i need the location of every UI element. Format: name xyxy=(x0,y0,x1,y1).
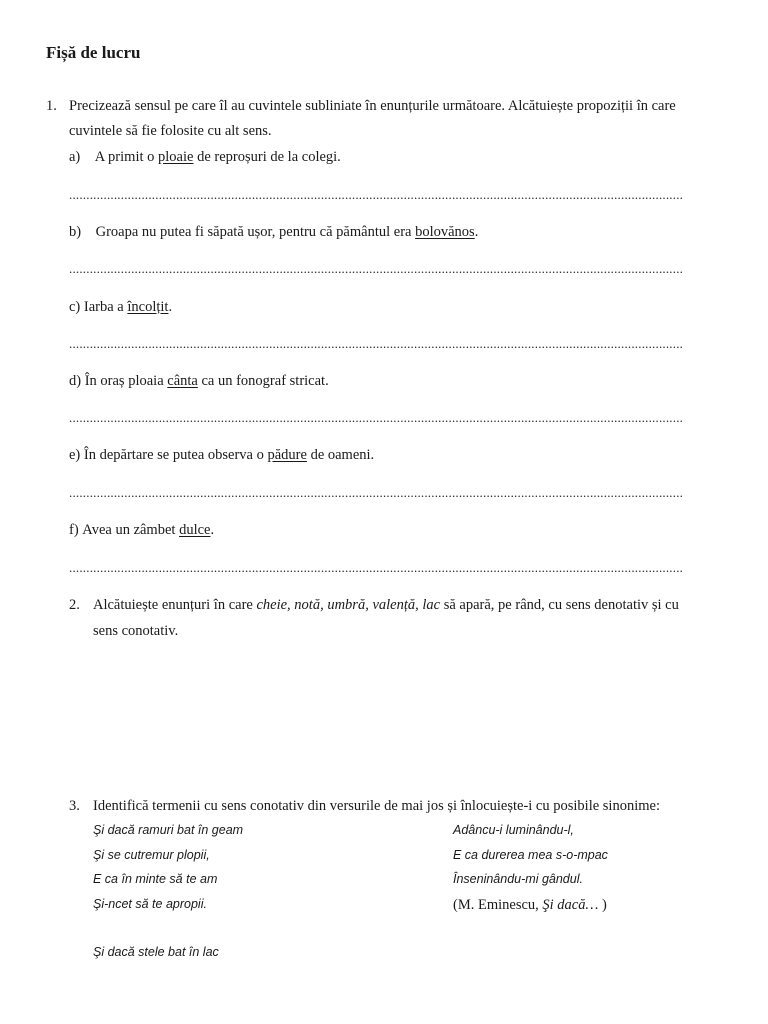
item-label: b) xyxy=(69,224,82,240)
underlined-word: ploaie xyxy=(158,149,194,165)
item-d xyxy=(69,373,329,390)
item-a xyxy=(69,149,341,166)
poem-title: Şi dacă… xyxy=(542,897,599,913)
answer-line-f: .................................................................................................................................................................................. xyxy=(69,560,684,575)
exercise-1-number: 1. xyxy=(46,98,57,114)
item-c xyxy=(69,299,172,316)
underlined-word: bolovănos xyxy=(415,224,475,240)
exercise-2-instruction-line-1 xyxy=(93,597,679,614)
underlined-word: pădure xyxy=(267,447,307,463)
answer-line-d: .................................................................................................................................................................................. xyxy=(69,410,684,425)
item-text: Groapa nu putea fi săpată ușor, pentru că pământul era xyxy=(95,224,416,240)
exercise-1-instruction-line-2: cuvintele să fie folosite cu alt sens. xyxy=(69,123,272,139)
instruction-text: să apară, pe rând, cu sens denotativ și cu xyxy=(440,597,679,613)
item-text: de reproșuri de la colegi. xyxy=(193,149,341,165)
item-label: e) xyxy=(69,447,81,463)
poem-verse: E ca în minte să te am xyxy=(93,872,218,886)
exercise-2-number: 2. xyxy=(69,597,80,613)
item-text: . xyxy=(210,522,215,538)
item-label: c) xyxy=(69,299,81,315)
poem-verse: Şi-ncet să te apropii. xyxy=(93,897,207,911)
instruction-text: Alcătuiește enunțuri în care xyxy=(93,597,257,613)
item-text: . xyxy=(474,224,479,240)
poem-verse: E ca durerea mea s-o-mpac xyxy=(453,848,608,862)
item-text: ca un fonograf stricat. xyxy=(197,373,329,389)
underlined-word: încolțit xyxy=(127,299,169,315)
item-text: Iarba a xyxy=(83,299,128,315)
item-text: A primit o xyxy=(94,149,159,165)
exercise-1-instruction-line-1: Precizează sensul pe care îl au cuvintele subliniate în enunțurile următoare. Alcătuiește propoziții în care xyxy=(69,98,676,114)
poem-verse: Şi dacă stele bat în lac xyxy=(93,945,219,959)
item-label: f) xyxy=(69,522,79,538)
underlined-word: cânta xyxy=(167,373,198,389)
poem-verse: Adâncu-i luminându-l, xyxy=(453,823,574,837)
page-title: Fișă de lucru xyxy=(46,43,141,62)
exercise-3-number: 3. xyxy=(69,798,80,814)
exercise-3-instruction: Identifică termenii cu sens conotativ din versurile de mai jos și înlocuiește-i cu posibile sinonime: xyxy=(93,798,660,814)
item-text: Avea un zâmbet xyxy=(82,522,180,538)
credit-text: ) xyxy=(602,897,607,913)
poem-verse: Înseninându-mi gândul. xyxy=(453,872,583,886)
word-list: cheie, notă, umbră, valență, lac xyxy=(256,597,441,613)
credit-text: (M. Eminescu, xyxy=(453,897,543,913)
item-f xyxy=(69,522,214,539)
poem-credit xyxy=(453,897,607,914)
exercise-2-instruction-line-2: sens conotativ. xyxy=(93,623,179,639)
underlined-word: dulce xyxy=(179,522,211,538)
poem-verse: Şi dacă ramuri bat în geam xyxy=(93,823,244,837)
item-e xyxy=(69,447,374,464)
item-text: În depărtare se putea observa o xyxy=(83,447,268,463)
item-text: . xyxy=(168,299,173,315)
item-b xyxy=(69,224,478,241)
answer-line-a: .................................................................................................................................................................................. xyxy=(69,187,684,202)
answer-line-b: .................................................................................................................................................................................. xyxy=(69,261,684,276)
poem-verse: Şi se cutremur plopii, xyxy=(93,848,210,862)
item-label: d) xyxy=(69,373,82,389)
item-text: de oameni. xyxy=(306,447,375,463)
item-text: În oraș ploaia xyxy=(84,373,168,389)
answer-line-e: .................................................................................................................................................................................. xyxy=(69,485,684,500)
item-label: a) xyxy=(69,149,81,165)
answer-line-c: .................................................................................................................................................................................. xyxy=(69,336,684,351)
